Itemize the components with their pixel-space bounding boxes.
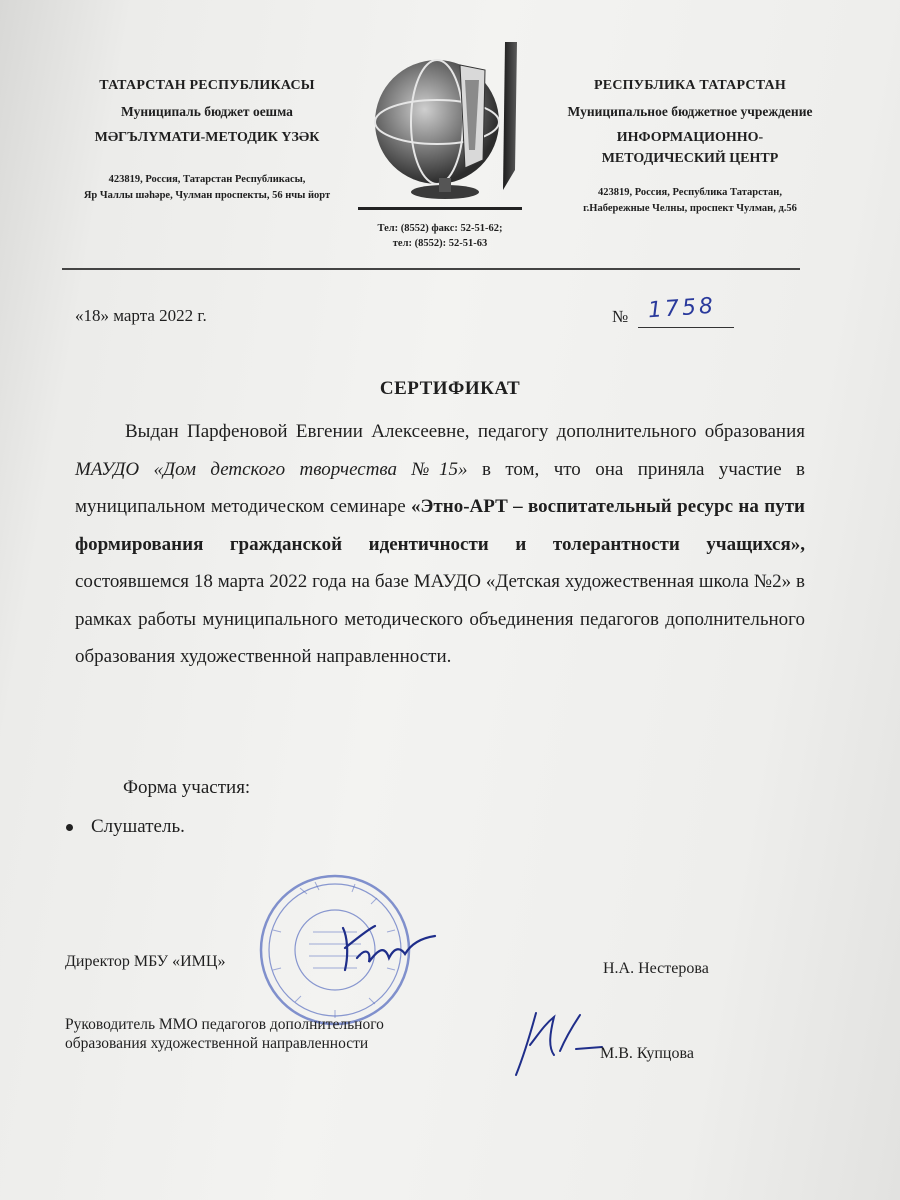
body-part2: в том, что она приняла участие в муниципальном методическом семинаре [75, 458, 806, 517]
header-divider [62, 268, 800, 270]
header-right-address [535, 185, 845, 217]
header-right-republic: РЕСПУБЛИКА ТАТАРСТАН [594, 78, 786, 93]
header-left-address [62, 172, 352, 204]
header-right-address-line1: 423819, Россия, Республика Татарстан, [597, 187, 782, 198]
certificate-title: СЕРТИФИКАТ [379, 378, 521, 399]
head-label-line1: Руководитель ММО педагогов дополнительного [65, 1016, 384, 1033]
logo-underline-rule [358, 207, 522, 210]
header-left-address-line2: Яр Чаллы шәһәре, Чулман проспекты, 56 нчы йорт [83, 190, 331, 201]
head-signature [510, 1005, 605, 1080]
body-seminar: «Этно-АРТ – воспитательный ресурс на пути формирования гражданской идентичности и толерантности учащихся», [75, 496, 805, 555]
header-right-address-line2: г.Набережные Челны, проспект Чулман, д.56 [583, 203, 797, 214]
header-left-org-name: МӘГЪЛҮМАТИ-МЕТОДИК ҮЗӘК [94, 130, 320, 145]
contact-tel: тел: (8552): 52-51-63 [392, 238, 488, 249]
head-label-line2: образования художественной направленности [65, 1035, 369, 1052]
body-institution: МАУДО «Дом детского творчества №15» [75, 458, 468, 480]
number-underline [638, 327, 734, 328]
body-part1: Выдан Парфеновой Евгении Алексеевне, педагогу дополнительного образования [125, 421, 805, 442]
header-left-address-line1: 423819, Россия, Татарстан Республикасы, [108, 174, 306, 185]
participation-item [66, 816, 185, 838]
globe-pen-logo-icon [365, 40, 525, 210]
header-right-org-type: Муниципальное бюджетное учреждение [567, 104, 813, 119]
body-part3: состоявшемся 18 марта 2022 года на базе МАУДО «Детская художественная школа №2» в рамках работы муниципального методического объединения педагогов дополнительного образования художественной направленности. [75, 571, 805, 667]
document-number [612, 293, 722, 330]
header-left-republic: ТАТАРСТАН РЕСПУБЛИКАСЫ [99, 78, 315, 93]
head-name: М.В. Купцова [600, 1045, 694, 1062]
header-right-org-name-1: ИНФОРМАЦИОННО- [616, 130, 764, 145]
head-label [65, 1015, 384, 1053]
header-right-block [535, 78, 845, 217]
header-left-org-type: Муниципаль бюджет оешма [121, 104, 293, 119]
participation-label: Форма участия: [123, 777, 251, 798]
bullet-icon [66, 824, 73, 831]
document-date: «18» марта 2022 г. [75, 306, 207, 325]
director-name: Н.А. Нестерова [603, 960, 709, 977]
contact-tel-fax: Тел: (8552) факс: 52-51-62; [377, 223, 503, 234]
director-label: Директор МБУ «ИМЦ» [65, 953, 226, 970]
header-right-org-name-2: МЕТОДИЧЕСКИЙ ЦЕНТР [601, 151, 779, 166]
contact-phones [345, 221, 535, 251]
header-left-block [62, 78, 352, 204]
participation-item-text: Слушатель. [91, 816, 185, 837]
number-handwritten: 1758 [647, 293, 717, 324]
certificate-body [75, 413, 805, 676]
director-signature [335, 918, 440, 978]
number-sign: № [612, 307, 629, 326]
